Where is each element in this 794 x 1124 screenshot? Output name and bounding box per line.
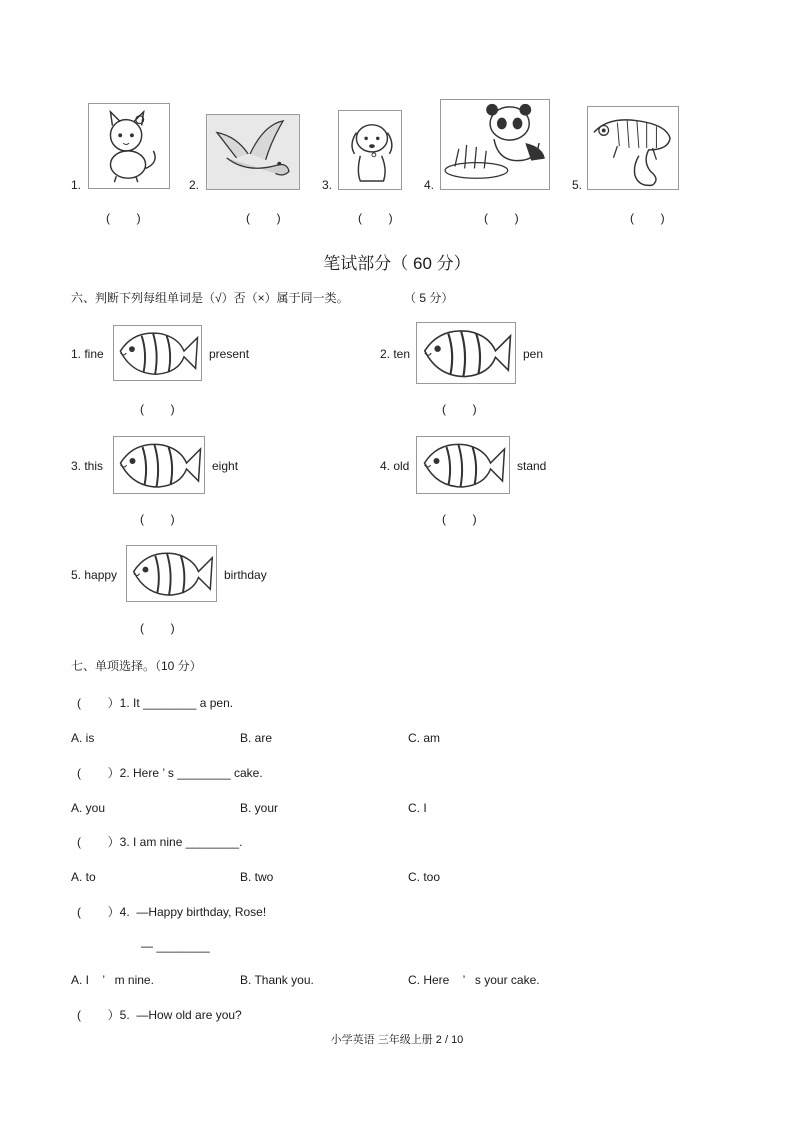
picture-number-5: 5. (572, 178, 583, 192)
fish-icon (417, 323, 515, 383)
fish-icon (114, 326, 201, 380)
cat-picture (88, 103, 170, 189)
picture-number-4: 4. (424, 178, 435, 192)
picture-answer-5[interactable]: ( ) (630, 211, 665, 225)
section7-q2-option-a: A. you (71, 801, 106, 815)
section7-q3-option-a: A. to (71, 870, 96, 884)
section6-item3-right-word: eight (212, 459, 239, 473)
section7-q3-stem[interactable]: ( ）3. I am nine ________. (77, 835, 243, 849)
section6-item3-answer[interactable]: ( ) (140, 512, 175, 526)
panda-picture (440, 99, 550, 190)
section6-heading: 六、判断下列每组单词是（√）否（×）属于同一类。 (71, 291, 349, 305)
picture-answer-4[interactable]: ( ) (484, 211, 519, 225)
section7-q4-option-a: A. I ’ m nine. (71, 973, 154, 987)
section6-score: （ 5 分） (404, 291, 454, 305)
section7-heading: 七、单项选择。（10 分） (71, 659, 202, 673)
fish-icon (127, 546, 216, 601)
section6-item1-left-word: 1. fine (71, 347, 104, 361)
page-footer: 小学英语 三年级上册 2 / 10 (330, 1034, 464, 1046)
section7-q4-option-c: C. Here ’ s your cake. (408, 973, 540, 987)
section6-item4-right-word: stand (517, 459, 547, 473)
bird-picture (206, 114, 300, 190)
fish-icon (114, 437, 204, 493)
section7-q2-option-b: B. your (240, 801, 279, 815)
section6-item3-left-word: 3. this (71, 459, 104, 473)
section7-q3-option-c: C. too (408, 870, 441, 884)
section7-q3-option-b: B. two (240, 870, 274, 884)
section6-item2-right-word: pen (523, 347, 544, 361)
picture-number-2: 2. (189, 178, 200, 192)
chameleon-icon (588, 107, 678, 189)
dog-picture (338, 110, 402, 190)
section7-q2-option-c: C. I (408, 801, 427, 815)
dog-icon (339, 111, 401, 189)
section6-item4-answer[interactable]: ( ) (442, 512, 477, 526)
section6-item4-left-word: 4. old (380, 459, 410, 473)
picture-answer-1[interactable]: ( ) (106, 211, 141, 225)
panda-icon (441, 100, 549, 189)
fish-picture-3 (113, 436, 205, 494)
fish-icon (417, 437, 509, 493)
section7-q4-stem[interactable]: ( ）4. —Happy birthday, Rose! (77, 905, 267, 919)
section6-item5-right-word: birthday (224, 568, 267, 582)
picture-number-1: 1. (71, 178, 82, 192)
picture-answer-2[interactable]: ( ) (246, 211, 281, 225)
section6-item5-answer[interactable]: ( ) (140, 621, 175, 635)
section6-item2-left-word: 2. ten (380, 347, 411, 361)
section7-q1-option-a: A. is (71, 731, 95, 745)
picture-number-3: 3. (322, 178, 333, 192)
section7-q1-option-c: C. am (408, 731, 441, 745)
chameleon-picture (587, 106, 679, 190)
bird-icon (207, 115, 299, 189)
section7-q1-stem[interactable]: ( ）1. It ________ a pen. (77, 696, 234, 710)
fish-picture-2 (416, 322, 516, 384)
section7-q2-stem[interactable]: ( ）2. Here ’ s ________ cake. (77, 766, 263, 780)
section7-q1-option-b: B. are (240, 731, 273, 745)
section6-item2-answer[interactable]: ( ) (442, 402, 477, 416)
picture-answer-3[interactable]: ( ) (358, 211, 393, 225)
section7-q4-option-b: B. Thank you. (240, 973, 314, 987)
section7-q5-stem[interactable]: ( ）5. —How old are you? (77, 1008, 242, 1022)
section6-item5-left-word: 5. happy (71, 568, 118, 582)
cat-icon (89, 104, 169, 188)
section6-item1-answer[interactable]: ( ) (140, 402, 175, 416)
fish-picture-1 (113, 325, 202, 381)
fish-picture-5 (126, 545, 217, 602)
section6-item1-right-word: present (209, 347, 250, 361)
fish-picture-4 (416, 436, 510, 494)
written-part-title: 笔试部分（ 60 分） (323, 254, 471, 273)
section7-q4-reply: — ________ (141, 939, 210, 953)
